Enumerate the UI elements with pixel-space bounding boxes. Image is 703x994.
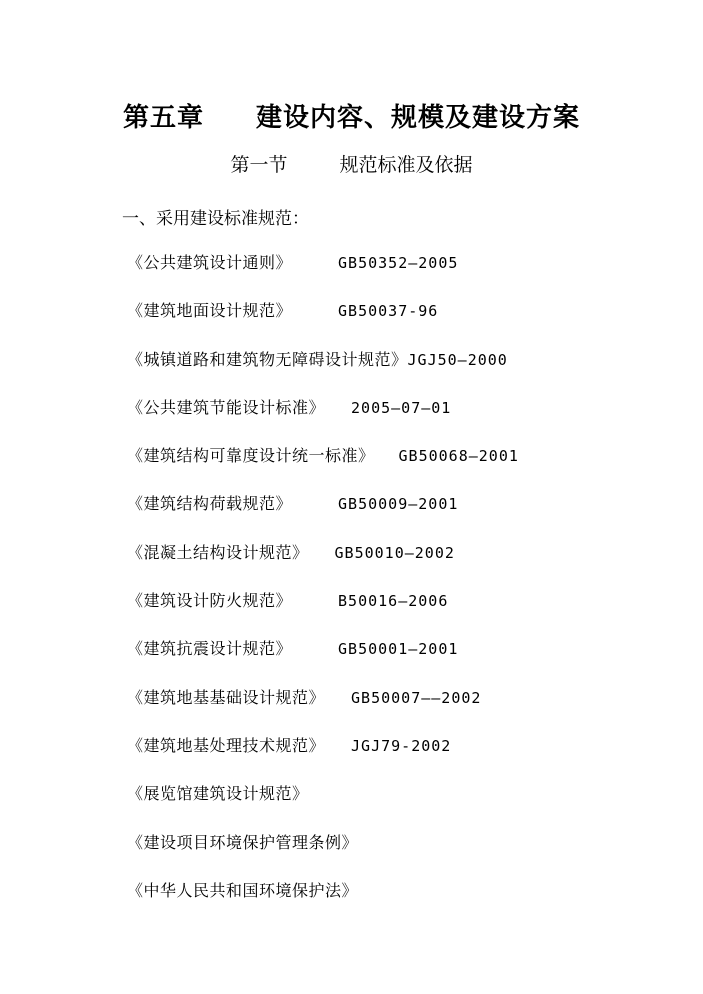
standard-item bbox=[127, 781, 519, 829]
standard-item bbox=[127, 540, 519, 588]
section-number: 第一节 bbox=[230, 154, 288, 176]
subheading: 一、采用建设标准规范： bbox=[122, 209, 309, 229]
standard-item bbox=[127, 733, 519, 781]
standard-name: 《城镇道路和建筑物无障碍设计规范》 bbox=[127, 349, 408, 369]
standard-code: GB50007——2002 bbox=[351, 688, 482, 707]
standard-name: 《建筑地基基础设计规范》 bbox=[127, 687, 326, 707]
standards-list bbox=[127, 250, 519, 926]
standard-item bbox=[127, 395, 519, 443]
standard-code: GB50068—2001 bbox=[398, 447, 519, 466]
standard-item bbox=[127, 685, 519, 733]
chapter-number: 第五章 bbox=[122, 103, 204, 133]
standard-name: 《公共建筑节能设计标准》 bbox=[127, 397, 326, 417]
standard-name: 《建筑地面设计规范》 bbox=[127, 301, 293, 321]
standard-code: GB50009—2001 bbox=[338, 495, 459, 514]
section-title-text: 规范标准及依据 bbox=[339, 154, 473, 176]
standard-item bbox=[127, 830, 519, 878]
standard-code: JGJ50—2000 bbox=[407, 350, 508, 369]
standard-name: 《建筑抗震设计规范》 bbox=[127, 639, 293, 659]
chapter-title-text: 建设内容、规模及建设方案 bbox=[256, 103, 581, 133]
standard-name: 《公共建筑设计通则》 bbox=[127, 253, 293, 272]
standard-name: 《建筑结构可靠度设计统一标准》 bbox=[127, 446, 375, 466]
standard-item bbox=[127, 636, 519, 684]
standard-item bbox=[127, 443, 519, 491]
standard-code: GB50010—2002 bbox=[334, 543, 455, 562]
standard-name: 《混凝土结构设计规范》 bbox=[127, 542, 309, 562]
standard-item bbox=[127, 878, 519, 926]
standard-item bbox=[127, 491, 519, 539]
standard-code: B50016—2006 bbox=[338, 592, 449, 611]
standard-item bbox=[127, 588, 519, 636]
section-title bbox=[0, 150, 703, 177]
standard-name: 《中华人民共和国环境保护法》 bbox=[127, 880, 359, 900]
standard-code: GB50001—2001 bbox=[338, 640, 459, 659]
standard-name: 《建设项目环境保护管理条例》 bbox=[127, 832, 359, 852]
standard-name: 《展览馆建筑设计规范》 bbox=[127, 784, 309, 804]
standard-code: 2005—07—01 bbox=[351, 398, 452, 417]
standard-item bbox=[127, 347, 519, 395]
standard-code: GB50037-96 bbox=[338, 302, 439, 321]
standard-name: 《建筑设计防火规范》 bbox=[127, 591, 293, 611]
standard-name: 《建筑地基处理技术规范》 bbox=[127, 735, 326, 755]
chapter-title bbox=[0, 97, 703, 134]
standard-code: JGJ79-2002 bbox=[351, 736, 452, 755]
standard-name: 《建筑结构荷载规范》 bbox=[127, 494, 293, 514]
standard-item bbox=[127, 298, 519, 346]
standard-code: GB50352—2005 bbox=[338, 254, 459, 272]
standard-item bbox=[127, 250, 519, 298]
